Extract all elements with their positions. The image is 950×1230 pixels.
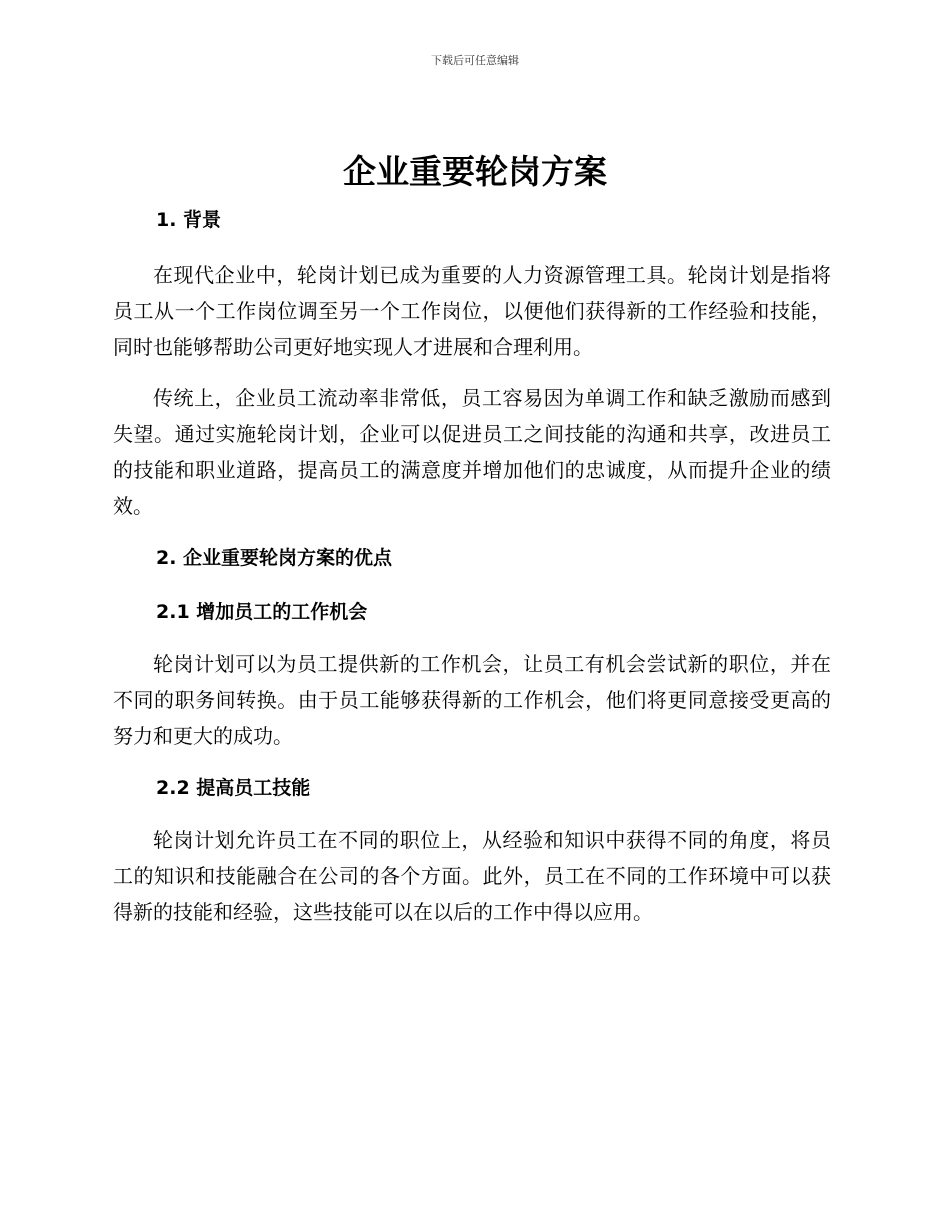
paragraph-background-2: 传统上，企业员工流动率非常低，员工容易因为单调工作和缺乏激励而感到失望。通过实施轮岗计划，企业可以促进员工之间技能的沟通和共享，改进员工的技能和职业道路，提高员工的满意度并增加他们的忠诚度，从而提升企业的绩效。	[113, 386, 831, 518]
section-heading-background: 1. 背景	[156, 209, 222, 231]
document-title: 企业重要轮岗方案	[343, 152, 607, 191]
subsection-heading-opportunity: 2.1 增加员工的工作机会	[156, 601, 368, 623]
paragraph-opportunity: 轮岗计划可以为员工提供新的工作机会，让员工有机会尝试新的职位，并在不同的职务间转换。由于员工能够获得新的工作机会，他们将更同意接受更高的努力和更大的成功。	[113, 652, 831, 748]
page-header: 下载后可任意编辑	[431, 54, 519, 67]
section-heading-advantages: 2. 企业重要轮岗方案的优点	[156, 547, 393, 569]
document-body	[113, 200, 831, 930]
subsection-heading-skills: 2.2 提高员工技能	[156, 777, 311, 799]
paragraph-background-1: 在现代企业中，轮岗计划已成为重要的人力资源管理工具。轮岗计划是指将员工从一个工作岗位调至另一个工作岗位，以便他们获得新的工作经验和技能，同时也能够帮助公司更好地实现人才进展和合理利用。	[113, 263, 831, 359]
paragraph-skills: 轮岗计划允许员工在不同的职位上，从经验和知识中获得不同的角度，将员工的知识和技能融合在公司的各个方面。此外，员工在不同的工作环境中可以获得新的技能和经验，这些技能可以在以后的工作中得以应用。	[113, 828, 831, 924]
